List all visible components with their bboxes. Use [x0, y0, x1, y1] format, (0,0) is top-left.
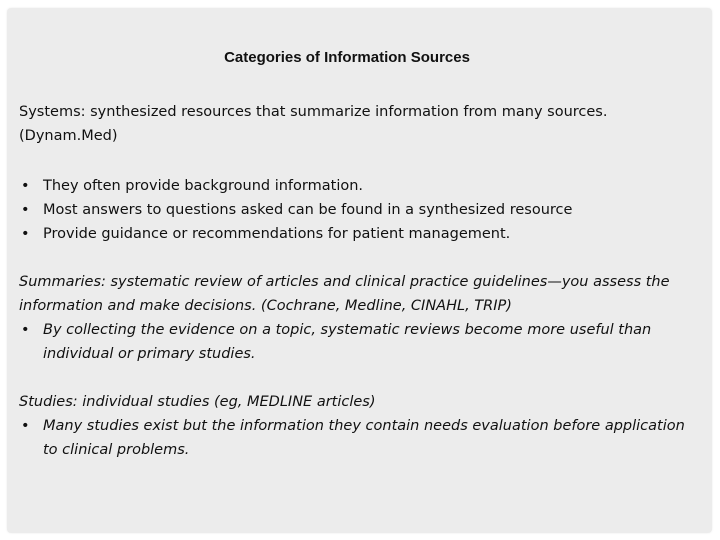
list-item: • Provide guidance or recommendations for patient management.	[19, 222, 699, 246]
slide-panel	[7, 8, 712, 533]
list-item: • By collecting the evidence on a topic, systematic reviews become more useful than individual or primary studies.	[19, 318, 699, 366]
summaries-heading: Summaries: systematic review of articles and clinical practice guidelines—you assess the information and make decisions. (Cochrane, Medline, CINAHL, TRIP)	[19, 274, 670, 314]
systems-heading: Systems: synthesized resources that summarize information from many sources. (Dynam.Med)	[19, 104, 608, 144]
systems-bullet-list	[19, 174, 699, 246]
list-item: • Most answers to questions asked can be found in a synthesized resource	[19, 198, 699, 222]
studies-heading: Studies: individual studies (eg, MEDLINE articles)	[19, 394, 376, 410]
studies-bullet-list	[19, 414, 699, 462]
list-item: • Many studies exist but the information they contain needs evaluation before application to clinical problems.	[19, 414, 699, 462]
list-item: • They often provide background information.	[19, 174, 699, 198]
slide-title: Categories of Information Sources	[224, 49, 470, 66]
summaries-bullet-list	[19, 318, 699, 366]
